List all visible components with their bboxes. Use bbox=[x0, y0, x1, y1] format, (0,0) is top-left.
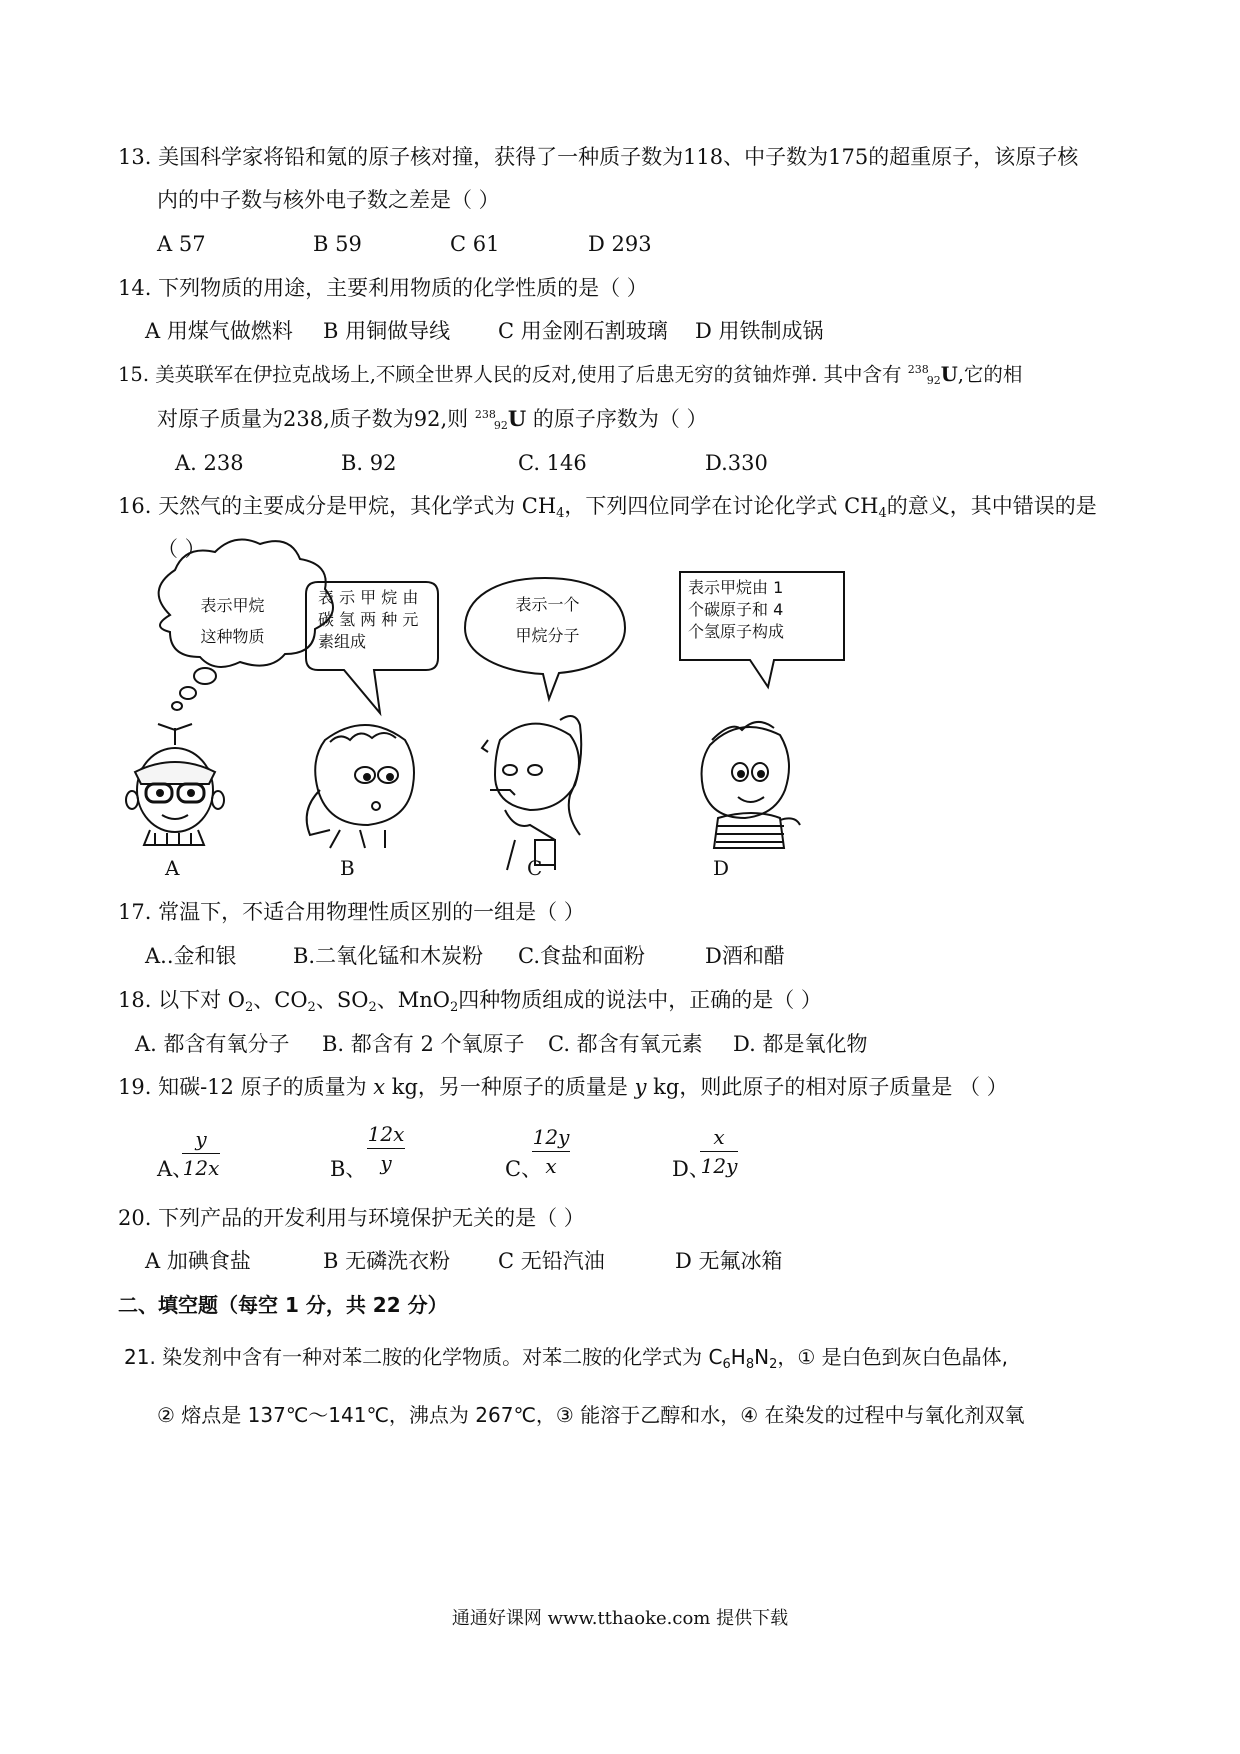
q15-option-d: D.330 bbox=[705, 451, 768, 475]
q19-option-c-label: C、 bbox=[505, 1157, 543, 1181]
q19-line1: 19. 知碳-12 原子的质量为 x kg，另一种原子的质量是 y kg，则此原子的相对原子质量是 （ ） bbox=[118, 1075, 1008, 1099]
q19-option-a-label: A、 bbox=[157, 1157, 194, 1181]
thought-dot-3 bbox=[172, 702, 182, 710]
q21-line1: 21. 染发剂中含有一种对苯二胺的化学物质。对苯二胺的化学式为 $C_6H_8N_2$，① 是白色到灰白色晶体, bbox=[124, 1345, 1009, 1372]
q13-option-b: B 59 bbox=[313, 232, 362, 256]
q16-line1: 16. 天然气的主要成分是甲烷，其化学式为 $CH_4$，下列四位同学在讨论化学式 $CH_4$的意义，其中错误的是 bbox=[118, 494, 1097, 521]
q14-option-d: D 用铁制成锅 bbox=[695, 319, 824, 343]
q15-option-b: B. 92 bbox=[341, 451, 397, 475]
q20-option-a: A 加碘食盐 bbox=[145, 1249, 251, 1273]
bubble-a-text: 表示甲烷 这种物质 bbox=[200, 596, 265, 646]
student-b-figure bbox=[307, 725, 414, 848]
q17-option-c: C.食盐和面粉 bbox=[518, 944, 645, 968]
q18-option-a: A. 都含有氧分子 bbox=[135, 1032, 290, 1056]
q17-option-d: D酒和醋 bbox=[705, 944, 785, 968]
page-footer: 通通好课网 www.tthaoke.com 提供下载 bbox=[451, 1608, 789, 1629]
student-c-figure bbox=[482, 716, 581, 870]
bubble-c-text: 表示一个 甲烷分子 bbox=[515, 595, 580, 645]
q16-line2: （ ） bbox=[157, 537, 206, 561]
thought-dot-2 bbox=[180, 687, 196, 699]
q17-option-b: B.二氧化锰和木炭粉 bbox=[293, 944, 484, 968]
q17-line1: 17. 常温下，不适合用物理性质区别的一组是（ ） bbox=[118, 900, 585, 924]
q19-option-c-fraction: 12y x bbox=[532, 1125, 570, 1178]
q20-option-c: C 无铅汽油 bbox=[498, 1249, 605, 1273]
q20-line1: 20. 下列产品的开发利用与环境保护无关的是（ ） bbox=[118, 1206, 585, 1230]
q20-option-d: D 无氟冰箱 bbox=[675, 1249, 783, 1273]
q19-option-d-fraction: x 12y bbox=[700, 1125, 738, 1178]
q18-option-d: D. 都是氧化物 bbox=[733, 1032, 868, 1056]
student-label-d: D bbox=[713, 856, 730, 880]
student-d-figure bbox=[702, 722, 800, 848]
q21-line2: ② 熔点是 137℃～141℃，沸点为 267℃，③ 能溶于乙醇和水，④ 在染发的过程中与氧化剂双氧 bbox=[157, 1403, 1025, 1427]
student-label-b: B bbox=[340, 856, 355, 880]
student-a-figure bbox=[126, 724, 224, 845]
q18-option-b: B. 都含有 2 个氧原子 bbox=[322, 1032, 525, 1056]
bubble-b-text: 表 示 甲 烷 由 碳 氢 两 种 元 素组成 bbox=[318, 588, 419, 651]
q13-line1: 13. 美国科学家将铅和氪的原子核对撞，获得了一种质子数为118、中子数为175的超重原子，该原子核 bbox=[118, 145, 1079, 169]
student-label-c: C bbox=[527, 856, 543, 880]
q18-option-c: C. 都含有氧元素 bbox=[548, 1032, 703, 1056]
thought-dot-1 bbox=[194, 668, 216, 684]
q17-option-a: A..金和银 bbox=[145, 944, 237, 968]
q14-option-c: C 用金刚石割玻璃 bbox=[498, 319, 668, 343]
q13-option-c: C 61 bbox=[450, 232, 500, 256]
student-label-a: A bbox=[165, 856, 180, 880]
q13-option-d: D 293 bbox=[588, 232, 652, 256]
q14-option-a: A 用煤气做燃料 bbox=[145, 319, 293, 343]
q19-option-a-fraction: y 12x bbox=[182, 1127, 220, 1180]
bubble-d-text: 表示甲烷由 1 个碳原子和 4 个氢原子构成 bbox=[688, 578, 785, 641]
q13-option-a: A 57 bbox=[157, 232, 206, 256]
q19-option-b-label: B、 bbox=[330, 1157, 367, 1181]
q13-line2: 内的中子数与核外电子数之差是（ ） bbox=[157, 188, 500, 212]
q15-line2: 对原子质量为238,质子数为92,则 $^{238}$92U 的原子序数为（ ） bbox=[157, 406, 708, 432]
section2-title: 二、填空题（每空 1 分，共 22 分） bbox=[118, 1293, 448, 1317]
q14-line1: 14. 下列物质的用途，主要利用物质的化学性质的是（ ） bbox=[118, 276, 648, 300]
q20-option-b: B 无磷洗衣粉 bbox=[323, 1249, 451, 1273]
q18-line1: 18. 以下对 $O_2$、$CO_2$、$SO_2$、MnO$_2$四种物质组成的说法中，正确的是（ ） bbox=[118, 988, 822, 1015]
q15-line1: 15. 美英联军在伊拉克战场上,不顾全世界人民的反对,使用了后患无穷的贫铀炸弹. 其中含有 $^{238}$92U,它的相 bbox=[118, 363, 1023, 387]
q14-option-b: B 用铜做导线 bbox=[323, 319, 451, 343]
q15-option-a: A. 238 bbox=[175, 451, 244, 475]
q15-option-c: C. 146 bbox=[518, 451, 587, 475]
q19-option-d-label: D、 bbox=[672, 1157, 710, 1181]
q19-option-b-fraction: 12x y bbox=[367, 1122, 405, 1175]
